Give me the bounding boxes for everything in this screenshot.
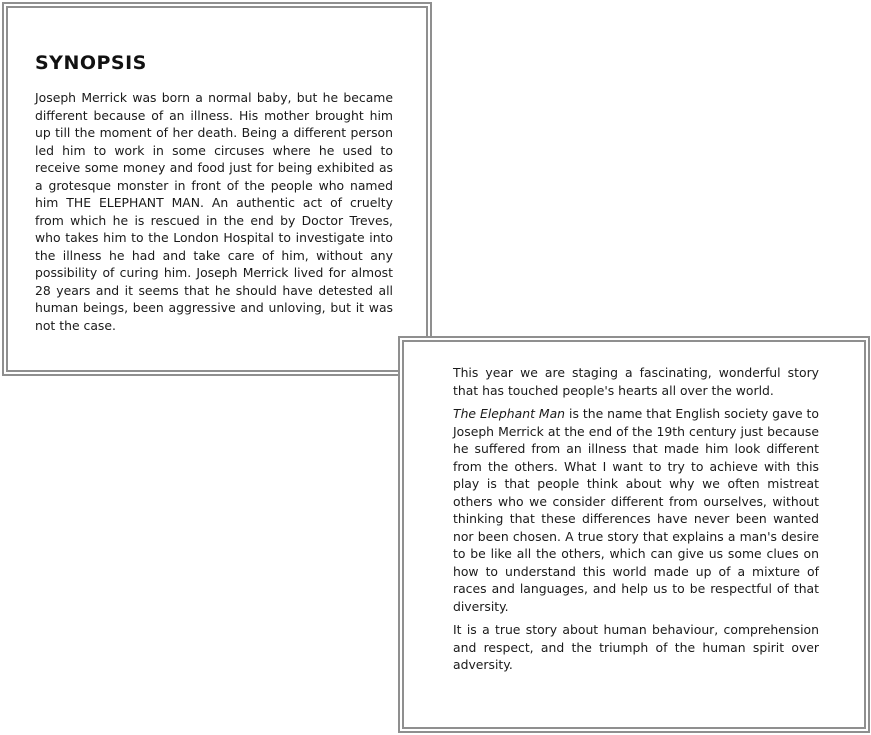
- director-note-body: [453, 364, 819, 680]
- note-paragraph-3: It is a true story about human behaviour, comprehension and respect, and the triumph of the human spirit over adversity.: [453, 622, 819, 672]
- note-paragraph-2: [453, 405, 819, 615]
- synopsis-body: Joseph Merrick was born a normal baby, but he became different because of an illness. His mother brought him up till the moment of her death. Being a different person led him to work in some circuses where he used to receive some money and food just for being exhibited as a grotesque monster in front of the people who named him THE ELEPHANT MAN. An authentic act of cruelty from which he is rescued in the end by Doctor Treves, who takes him to the London Hospital to investigate into the illness he had and take care of him, without any possibility of curing him. Joseph Merrick lived for almost 28 years and it seems that he should have detested all human beings, been aggressive and unloving, but it was not the case.: [35, 90, 393, 333]
- note-paragraph-2-text: is the name that English society gave to Joseph Merrick at the end of the 19th century just because he suffered from an illness that made him look different from the others. What I want to try to achieve with this play is that people think about why we often mistreat others who we consider different from ourselves, without thinking that these differences have never been wanted nor been chosen. A true story that explains a man's desire to be like all the others, which can give us some clues on how to understand this world made up of a mixture of races and languages, and help us to be respectful of that diversity.: [453, 406, 819, 614]
- director-note-card: [402, 340, 866, 729]
- synopsis-card: [6, 6, 428, 372]
- synopsis-title: SYNOPSIS: [35, 52, 147, 74]
- play-title-italic: The Elephant Man: [453, 406, 566, 421]
- note-paragraph-1: This year we are staging a fascinating, wonderful story that has touched people's hearts all over the world.: [453, 365, 819, 398]
